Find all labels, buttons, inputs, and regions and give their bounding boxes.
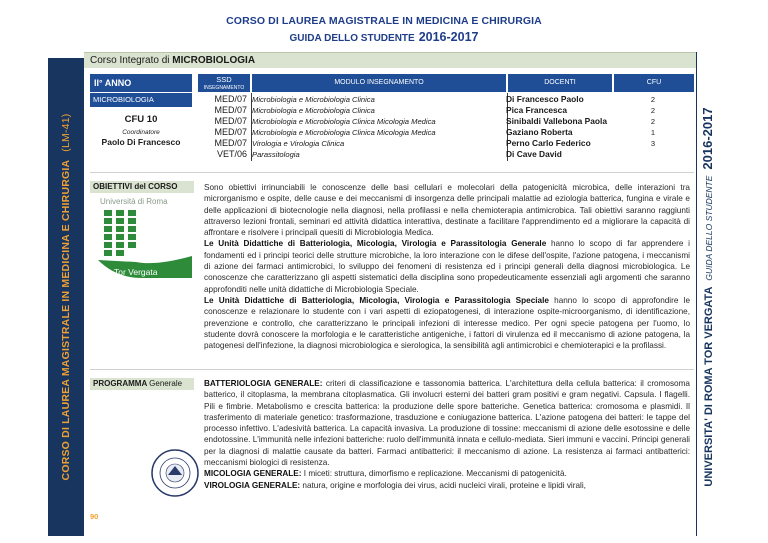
guide-label: GUIDA DELLO STUDENTE: [289, 33, 415, 44]
row-cfu: 2: [650, 95, 656, 104]
row-teacher: Di Cave David: [506, 149, 562, 159]
table-row: [198, 105, 694, 116]
guide-year: 2016-2017: [418, 30, 479, 44]
objectives-p2-title: Le Unità Didattiche di Batteriologia, Micologia, Virologia e Parassitologia Generale: [204, 239, 547, 249]
row-module: Microbiologia e Microbiologia Clinica: [252, 95, 375, 104]
row-module: Parassitologia: [252, 150, 300, 159]
row-teacher: Sinibaldi Vallebona Paola: [506, 116, 607, 126]
header-ssd: [198, 74, 250, 92]
university-seal: [150, 448, 200, 498]
row-ssd: MED/07: [214, 105, 247, 115]
table-row: [198, 149, 694, 160]
objectives-text: [204, 182, 690, 351]
program-micologia-title: MICOLOGIA GENERALE:: [204, 469, 302, 479]
row-teacher: Gaziano Roberta: [506, 127, 573, 137]
objectives-label: OBIETTIVI del CORSO: [90, 181, 194, 193]
table-row: [198, 127, 694, 138]
program-label: [90, 378, 194, 390]
table-row: [198, 116, 694, 127]
course-title-bar: [84, 52, 696, 68]
right-band-year: 2016-2017: [700, 107, 715, 170]
row-cfu: [612, 149, 694, 160]
row-cfu: 1: [650, 128, 656, 137]
row-ssd: MED/07: [214, 127, 247, 137]
cfu-box: [90, 110, 192, 152]
right-band-university: UNIVERSITA' DI ROMA TOR VERGATA: [703, 286, 715, 487]
course-prefix: Corso Integrato di: [90, 55, 170, 66]
right-band-title: [699, 47, 717, 543]
program-micologia: I miceti: struttura, dimorfismo e replicazione. Meccanismi di patogenicità.: [301, 469, 567, 479]
objectives-p2: hanno lo scopo di far apprendere i fondamenti ed i principi teorici delle strutture microbiche, la loro interazione con le difese dell'ospite, l'azione patogena, i meccanismi di azione dei farmaci antimicrobici, lo sviluppo dei fenomeni di resistenza ed i principi generali della diagnosi microbiologica. Le conoscenze che caratterizzano gli aspetti sistematici della disciplina sono propedeuticamente essenziali agli argomenti che saranno approfonditi nelle unità didattiche di Microbiologia Speciale.: [204, 239, 690, 294]
course-name: MICROBIOLOGIA: [172, 55, 256, 66]
objectives-p3: hanno lo scopo di approfondire le conoscenze e relazionare lo studente con i vari aspetti di eziopatogenesi, di interazione ospite-microorganismo, di identificazione, prevenzione e controllo, che caratterizzano le principali infezioni di interesse medico. Per ogni specie patogena per l'uomo, lo studente dovrà conoscere la morfologia e le caratteristiche antigeniche, i fattori di virulenza ed il meccanismo di azione patogena, la patogenesi dell'infezione, la diagnosi microbiologica e sierologica, la sensibilità agli antimicrobici e chemioterapici e la profilassi.: [204, 295, 691, 351]
row-module: Microbiologia e Microbiologia Clinica Micologia Medica: [252, 117, 436, 126]
row-teacher: Di Francesco Paolo: [506, 94, 584, 104]
coordinator-label: Coordinatore: [122, 129, 160, 136]
row-ssd: VET/06: [216, 149, 247, 159]
header-ssd-sub: INSEGNAMENTO: [203, 85, 245, 91]
program-virologia-title: VIROLOGIA GENERALE:: [204, 480, 301, 490]
left-band-title: [60, 62, 72, 532]
row-ssd: MED/07: [214, 138, 247, 148]
logo-bottom-text: Tor Vergata: [114, 267, 158, 277]
row-teacher: Pica Francesca: [506, 105, 567, 115]
coordinator-name: Paolo Di Francesco: [101, 137, 181, 147]
header-teachers: DOCENTI: [508, 74, 612, 92]
row-ssd: MED/07: [214, 94, 247, 104]
header-cfu: CFU: [614, 74, 694, 92]
row-cfu: 3: [650, 139, 656, 148]
year-label: II° ANNO: [90, 74, 192, 92]
modules-table: [198, 94, 694, 160]
page-number: 90: [90, 512, 99, 521]
section-divider: [90, 369, 694, 370]
program-batteriologia-title: BATTERIOLOGIA GENERALE:: [204, 379, 323, 388]
row-ssd: MED/07: [214, 116, 247, 126]
left-band-course: CORSO DI LAUREA MAGISTRALE IN MEDICINA E CHIRURGIA: [60, 159, 72, 481]
left-band-code: (LM-41): [60, 113, 72, 152]
program-batteriologia: criteri di classificazione e tassonomia batterica. L'architettura della cellula batterica: il cromosoma batterico, il citoplasma, la membrana citoplasmatica. Gli involucri esterni dei batteri gram positivi e gram negativi. Capsula. I flagelli. Pili e fimbrie. Metabolismo e crescita batterica: la produzione delle spore batteriche. Genetica batterica: cromosoma e plasmidi. Il trasferimento di materiale genetico: trasformazione, trasduzione e coniugazione batterica. L'azione patogena dei batteri: le tappe del processo infettivo. L'adesività batterica. La capacità invasiva. La produzione di tossine: meccanismi di azione delle esotossine e delle endotossine. L'immunità nelle infezioni batteriche: ruolo dell'immunità innata e cellulo-mediata. Sieri immuni e vaccini. Principi generali per la diagnosi di malattie causate da batteri. Farmaci antibatterici: il meccanismo di azione. La resistenza ai farmaci antibatterici: meccanismi biologici di resistenza.: [204, 379, 690, 468]
row-module: Microbiologia e Microbiologia Clinica Micologia Medica: [252, 128, 436, 137]
row-module: Virologia e Virologia Clinica: [252, 139, 345, 148]
objectives-p1: Sono obiettivi irrinunciabili le conoscenze delle basi cellulari e molecolari della patogenicità microbica, delle interazioni tra microrganismo e ospite, delle cause e dei meccanismi di insorgenza delle principali malattie ad eziologia batterica, fungina e virale e delle applicazioni di biotecnologie nella diagnosi, nella profilassi e nella chemioterapia antimicrobica. Tali obiettivi saranno raggiunti attraverso lezioni frontali, seminari ed attività didattica interattiva, destinate a facilitare l'apprendimento ed a migliorare la capacità di affrontare e risolvere i principali quesiti di Microbiologia Medica.: [204, 183, 690, 238]
objectives-p3-title: Le Unità Didattiche di Batteriologia, Micologia, Virologia e Parassitologia Speciale: [204, 295, 549, 305]
program-text: [204, 378, 690, 491]
table-row: [198, 138, 694, 149]
row-cfu: 2: [650, 106, 656, 115]
page-header-subtitle: [0, 30, 768, 44]
program-label-sub: Generale: [149, 379, 183, 388]
program-virologia: natura, origine e morfologia dei virus, acidi nucleici virali, proteine e lipidi virali,: [300, 480, 586, 490]
right-divider: [696, 52, 697, 536]
row-module: Microbiologia e Microbiologia Clinica: [252, 106, 375, 115]
section-divider: [90, 172, 694, 173]
header-ssd-label: SSD: [216, 75, 232, 84]
subject-label: MICROBIOLOGIA: [90, 93, 192, 107]
header-module: MODULO INSEGNAMENTO: [252, 74, 506, 92]
logo-top-text: Università di Roma: [100, 197, 168, 206]
row-teacher: Perno Carlo Federico: [506, 138, 591, 148]
page-header-title: CORSO DI LAUREA MAGISTRALE IN MEDICINA E CHIRURGIA: [226, 15, 542, 27]
university-logo: [96, 196, 192, 280]
right-band-guide: GUIDA DELLO STUDENTE: [704, 175, 714, 281]
program-label-main: PROGRAMMA: [93, 379, 147, 388]
row-cfu: 2: [650, 117, 656, 126]
total-cfu: CFU 10: [124, 114, 158, 125]
table-row: [198, 94, 694, 105]
